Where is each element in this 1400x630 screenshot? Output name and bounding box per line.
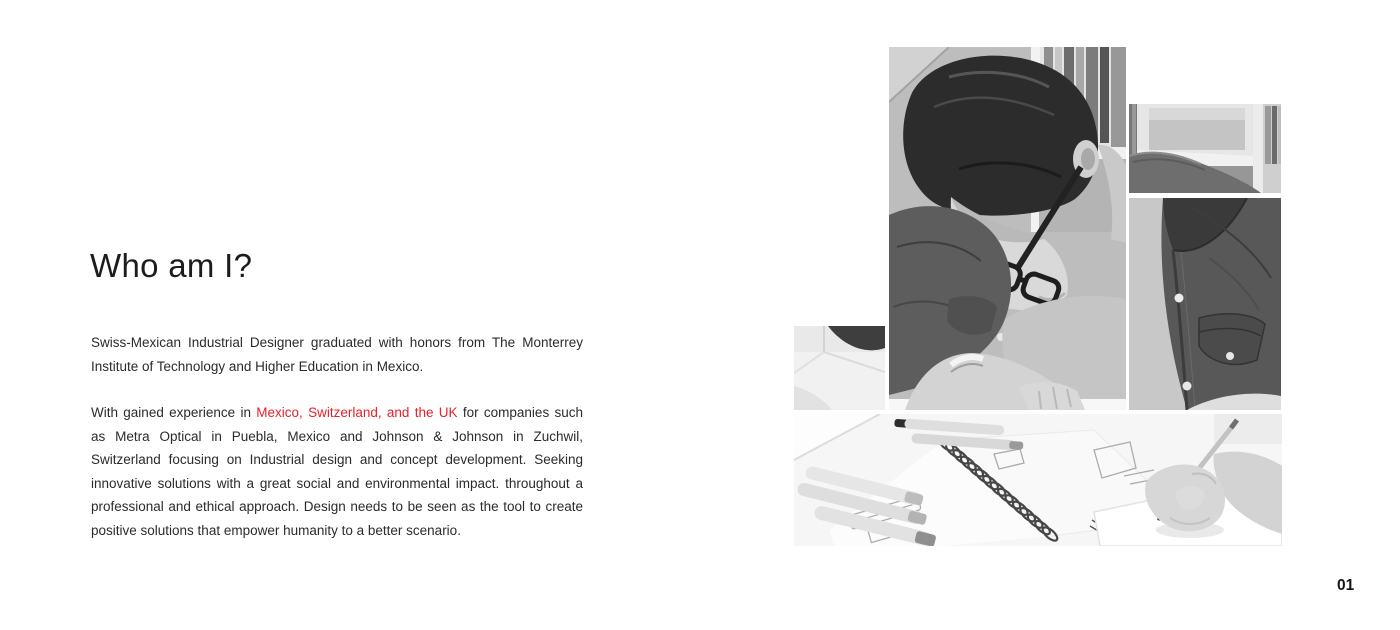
page-number: 01 (1337, 577, 1355, 594)
library-shelf-photo (1129, 104, 1281, 193)
page-title: Who am I? (90, 247, 253, 284)
about-paragraph-2-highlight: Mexico, Switzerland, and the UK (256, 405, 458, 420)
sketchbook-markers-hand-photo (794, 414, 1282, 546)
denim-jacket-detail-photo (1129, 198, 1281, 410)
about-paragraph-2 (91, 401, 583, 542)
portrait-man-sketching-photo (889, 47, 1126, 410)
desk-corner-photo (794, 326, 885, 410)
about-paragraph-2-lead: With gained experience in (91, 405, 257, 420)
about-paragraph-1: Swiss-Mexican Industrial Designer graduated with honors from The Monterrey Institute of Technology and Higher Education in Mexico. (91, 335, 583, 374)
about-paragraph-2-rest: for companies such as Metra Optical in Puebla, Mexico and Johnson & Johnson in Zuchwil, Switzerland focusing on Industrial design and concept development. Seeking innovative solutions with a great social and environmental impact. throughout a professional and ethical approach. Design needs to be seen as the tool to create positive solutions that empower humanity to a better scenario. (91, 405, 584, 538)
